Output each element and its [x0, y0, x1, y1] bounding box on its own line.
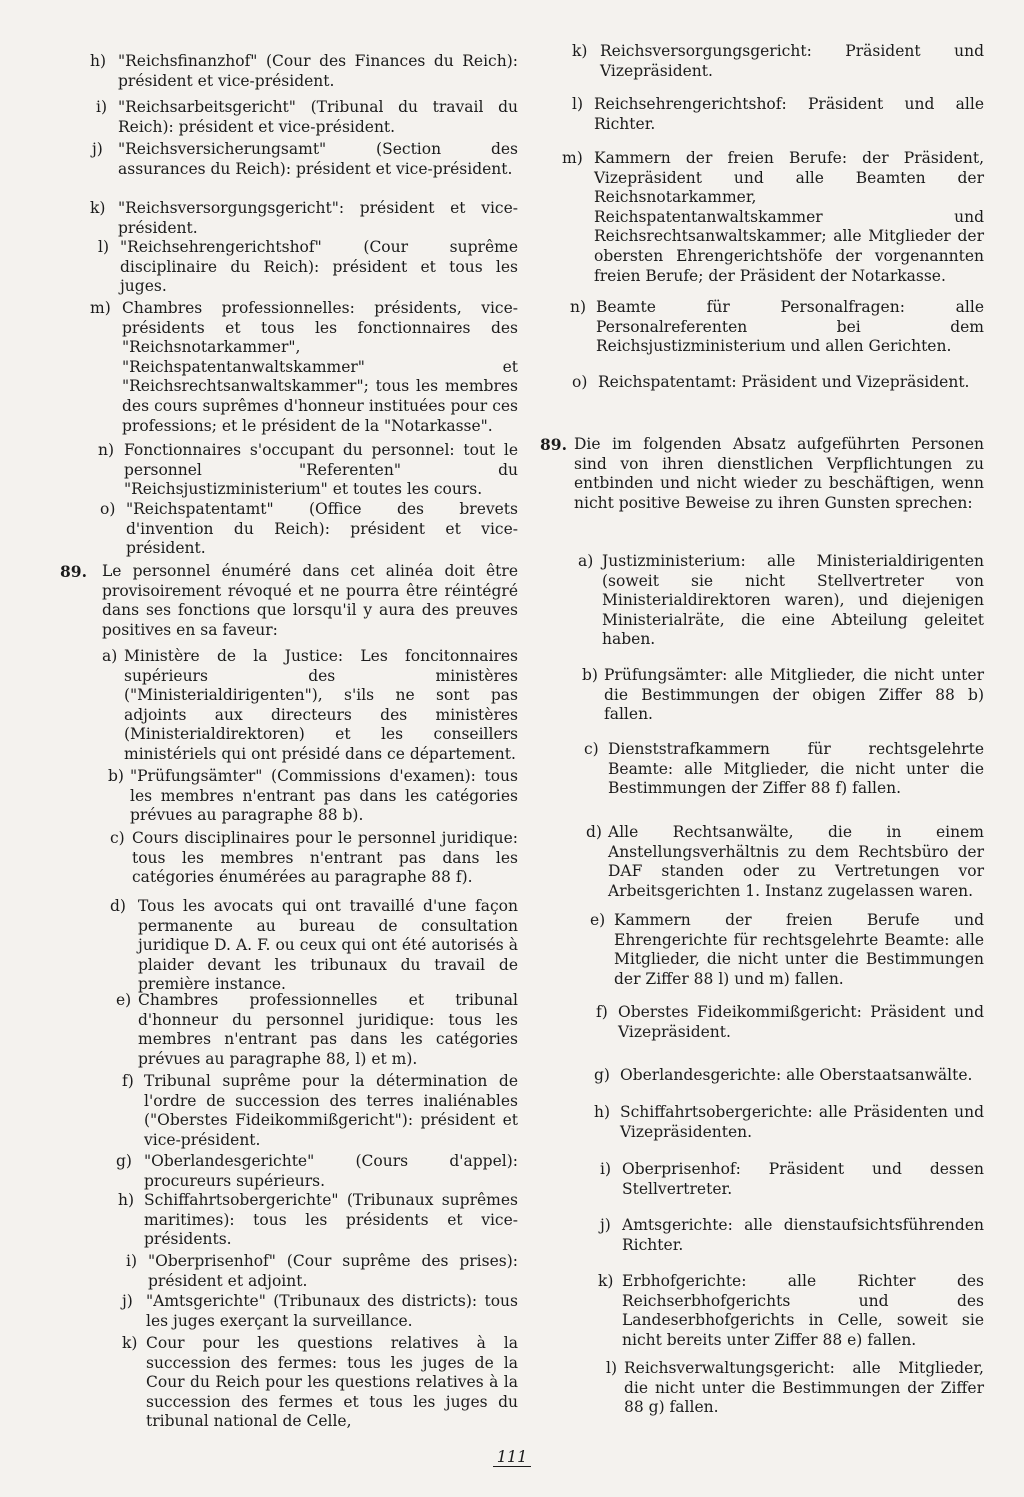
item-text: "Reichsehrengerichtshof" (Cour suprême disciplinaire du Reich): président et tous les juges. [120, 238, 518, 296]
item-text: "Reichspatentamt" (Office des brevets d'invention du Reich): président et vice-président. [126, 500, 518, 558]
list-item [122, 1334, 518, 1432]
item-marker: f) [596, 1003, 608, 1021]
item-text: "Reichsversorgungsgericht": président et vice-président. [118, 199, 518, 237]
item-marker: n) [98, 441, 115, 459]
item-marker: k) [122, 1334, 138, 1352]
paragraph-text: Die im folgenden Absatz aufgeführten Personen sind von ihren dienstlichen Verpflichtungen zu entbinden und nicht wieder zu beschäftigen, wenn nicht positive Beweise zu ihren Gunsten sprechen: [574, 435, 984, 512]
item-text: Erbhofgerichte: alle Richter des Reichserbhofgerichts und des Landeserbhofgerichts in Celle, soweit sie nicht bereits unter Ziffer 88 e) fallen. [622, 1272, 984, 1349]
list-item [594, 1103, 984, 1142]
page-number-text: 111 [493, 1447, 532, 1467]
list-item [572, 42, 984, 81]
item-marker: j) [92, 140, 103, 158]
item-text: "Reichsarbeitsgericht" (Tribunal du travail du Reich): président et vice-président. [118, 98, 518, 136]
list-item [590, 911, 984, 989]
list-item [562, 149, 984, 286]
list-item [594, 1066, 984, 1086]
item-marker: g) [594, 1066, 610, 1084]
list-item [596, 1003, 984, 1042]
item-text: Schiffahrtsobergerichte: alle Präsidenten und Vizepräsidenten. [620, 1103, 984, 1141]
item-marker: o) [100, 500, 116, 518]
paragraph-89 [540, 435, 984, 513]
page-number [0, 1447, 1024, 1466]
list-item [90, 52, 518, 91]
list-item [606, 1359, 984, 1418]
item-marker: h) [90, 52, 107, 70]
list-item [572, 373, 984, 393]
item-text: Reichsverwaltungsgericht: alle Mitglieder, die nicht unter die Bestimmungen der Ziffer 88 g) fallen. [624, 1359, 984, 1417]
item-marker: h) [594, 1103, 611, 1121]
item-text: "Prüfungsämter" (Commissions d'examen): tous les membres n'entrant pas dans les catégories prévues au paragraphe 88 b). [130, 767, 518, 825]
item-marker: b) [582, 666, 598, 684]
list-item [116, 1152, 518, 1191]
item-marker: a) [102, 647, 118, 665]
item-text: Oberprisenhof: Präsident und dessen Stellvertreter. [622, 1160, 984, 1198]
list-item [98, 441, 518, 500]
item-marker: n) [570, 298, 587, 316]
item-marker: c) [584, 740, 599, 758]
list-item [586, 823, 984, 901]
item-marker: d) [110, 897, 126, 915]
list-item [122, 1072, 518, 1150]
item-text: Chambres professionnelles: présidents, vice-présidents et tous les fonctionnaires des "Reichsnotarkammer", "Reichspatentanwaltskammer" et "Reichsrechtsanwaltskammer"; tous les membres des cours suprêmes d'honneur instituées pour ces professions; et le président de la "Notarkasse". [122, 299, 518, 435]
item-text: "Reichsfinanzhof" (Cour des Finances du Reich): président et vice-président. [118, 52, 518, 90]
item-text: Ministère de la Justice: Les foncitonnaires supérieurs des ministères ("Ministerialdirigenten"), s'ils ne sont pas adjoints aux directeurs des ministères (Ministerialdirektoren) et les conseillers ministériels qui ont présidé dans ce département. [124, 647, 518, 763]
item-text: "Amtsgerichte" (Tribunaux des districts): tous les juges exerçant la surveillance. [146, 1292, 518, 1330]
item-text: Fonctionnaires s'occupant du personnel: tout le personnel "Referenten" du "Reichsjustizministerium" et toutes les cours. [124, 441, 518, 499]
item-text: Chambres professionnelles et tribunal d'honneur du personnel juridique: tous les membres n'entrant pas dans les catégories prévues au paragraphe 88, l) et m). [138, 991, 518, 1068]
item-text: Reichsversorgungsgericht: Präsident und Vizepräsident. [600, 42, 984, 80]
item-marker: e) [116, 991, 132, 1009]
item-marker: c) [110, 829, 125, 847]
item-text: Schiffahrtsobergerichte" (Tribunaux suprêmes maritimes): tous les présidents et vice-présidents. [144, 1191, 518, 1249]
item-text: Alle Rechtsanwälte, die in einem Anstellungsverhältnis zu dem Rechtsbüro der DAF standen oder zu Vertretungen vor Arbeitsgerichten 1. Instanz zugelassen waren. [608, 823, 984, 900]
item-text: Reichspatentamt: Präsident und Vizepräsident. [598, 373, 970, 391]
paragraph-89 [60, 562, 518, 640]
list-item [582, 666, 984, 725]
list-item [110, 897, 518, 995]
item-text: Oberstes Fideikommißgericht: Präsident und Vizepräsident. [618, 1003, 984, 1041]
list-item [108, 767, 518, 826]
item-marker: f) [122, 1072, 134, 1090]
item-marker: m) [90, 299, 111, 317]
item-marker: d) [586, 823, 602, 841]
list-item [98, 238, 518, 297]
item-marker: g) [116, 1152, 132, 1170]
list-item [118, 1191, 518, 1250]
item-text: Justizministerium: alle Ministerialdirigenten (soweit sie nicht Stellvertreter von Ministerialdirektoren waren), und diejenigen Ministerialräte, die eine Abteilung geleitet haben. [602, 552, 984, 649]
item-marker: i) [126, 1252, 138, 1270]
list-item [584, 740, 984, 799]
paragraph-number: 89. [540, 435, 567, 454]
item-text: Amtsgerichte: alle dienstaufsichtsführenden Richter. [622, 1216, 984, 1254]
item-marker: l) [572, 95, 584, 113]
item-marker: e) [590, 911, 606, 929]
list-item [572, 95, 984, 134]
item-text: "Reichsversicherungsamt" (Section des assurances du Reich): président et vice-président. [118, 140, 518, 178]
item-text: Dienststrafkammern für rechtsgelehrte Beamte: alle Mitglieder, die nicht unter die Bestimmungen der Ziffer 88 f) fallen. [608, 740, 984, 798]
item-marker: j) [122, 1292, 133, 1310]
paragraph-number: 89. [60, 562, 87, 581]
list-item [110, 829, 518, 888]
item-text: "Oberprisenhof" (Cour suprême des prises): président et adjoint. [148, 1252, 518, 1290]
item-marker: b) [108, 767, 124, 785]
item-text: Kammern der freien Berufe: der Präsident, Vizepräsident und alle Beamten der Reichsnotarkammer, Reichspatentanwaltskammer und Reichsrechtsanwaltskammer; alle Mitglieder der obersten Ehrengerichtshöfe der vorgenannten freien Berufe; der Präsident der Notarkasse. [594, 149, 984, 285]
list-item [600, 1216, 984, 1255]
item-text: Tous les avocats qui ont travaillé d'une façon permanente au bureau de consultation juridique D. A. F. ou ceux qui ont été autorisés à plaider devant les tribunaux du travail de première instance. [138, 897, 518, 994]
paragraph-text: Le personnel énuméré dans cet alinéa doit être provisoirement révoqué et ne pourra être réintégré dans ses fonctions que lorsqu'il y aura des preuves positives en sa faveur: [102, 562, 518, 639]
list-item [600, 1160, 984, 1199]
item-text: Tribunal suprême pour la détermination de l'ordre de succession des terres inaliénables ("Oberstes Fideikommißgericht"): président et vice-président. [144, 1072, 518, 1149]
list-item [126, 1252, 518, 1291]
item-marker: a) [578, 552, 594, 570]
list-item [102, 647, 518, 765]
item-text: Oberlandesgerichte: alle Oberstaatsanwälte. [620, 1066, 973, 1084]
item-marker: i) [96, 98, 108, 116]
list-item [116, 991, 518, 1069]
item-text: Reichsehrengerichtshof: Präsident und alle Richter. [594, 95, 984, 133]
item-marker: k) [90, 199, 106, 217]
item-marker: j) [600, 1216, 611, 1234]
list-item [100, 500, 518, 559]
item-marker: i) [600, 1160, 612, 1178]
item-marker: l) [606, 1359, 618, 1377]
list-item [570, 298, 984, 357]
item-marker: o) [572, 373, 588, 391]
item-text: Beamte für Personalfragen: alle Personalreferenten bei dem Reichsjustizministerium und allen Gerichten. [596, 298, 984, 356]
item-text: "Oberlandesgerichte" (Cours d'appel): procureurs supérieurs. [144, 1152, 518, 1190]
item-marker: m) [562, 149, 583, 167]
list-item [578, 552, 984, 650]
list-item [598, 1272, 984, 1350]
item-marker: k) [572, 42, 588, 60]
item-marker: h) [118, 1191, 135, 1209]
item-text: Cour pour les questions relatives à la succession des fermes: tous les juges de la Cour du Reich pour les questions relatives à la succession des fermes et tous les juges du tribunal national de Celle, [146, 1334, 518, 1431]
item-marker: k) [598, 1272, 614, 1290]
item-marker: l) [98, 238, 110, 256]
list-item [90, 299, 518, 436]
item-text: Prüfungsämter: alle Mitglieder, die nicht unter die Bestimmungen der obigen Ziffer 88 b) fallen. [604, 666, 984, 724]
item-text: Kammern der freien Berufe und Ehrengerichte für rechtsgelehrte Beamte: alle Mitglieder, die nicht unter die Bestimmungen der Ziffer 88 l) und m) fallen. [614, 911, 984, 988]
list-item [90, 199, 518, 238]
item-text: Cours disciplinaires pour le personnel juridique: tous les membres n'entrant pas dans les catégories énumérées au paragraphe 88 f). [132, 829, 518, 887]
list-item [92, 140, 518, 179]
list-item [96, 98, 518, 137]
list-item [122, 1292, 518, 1331]
